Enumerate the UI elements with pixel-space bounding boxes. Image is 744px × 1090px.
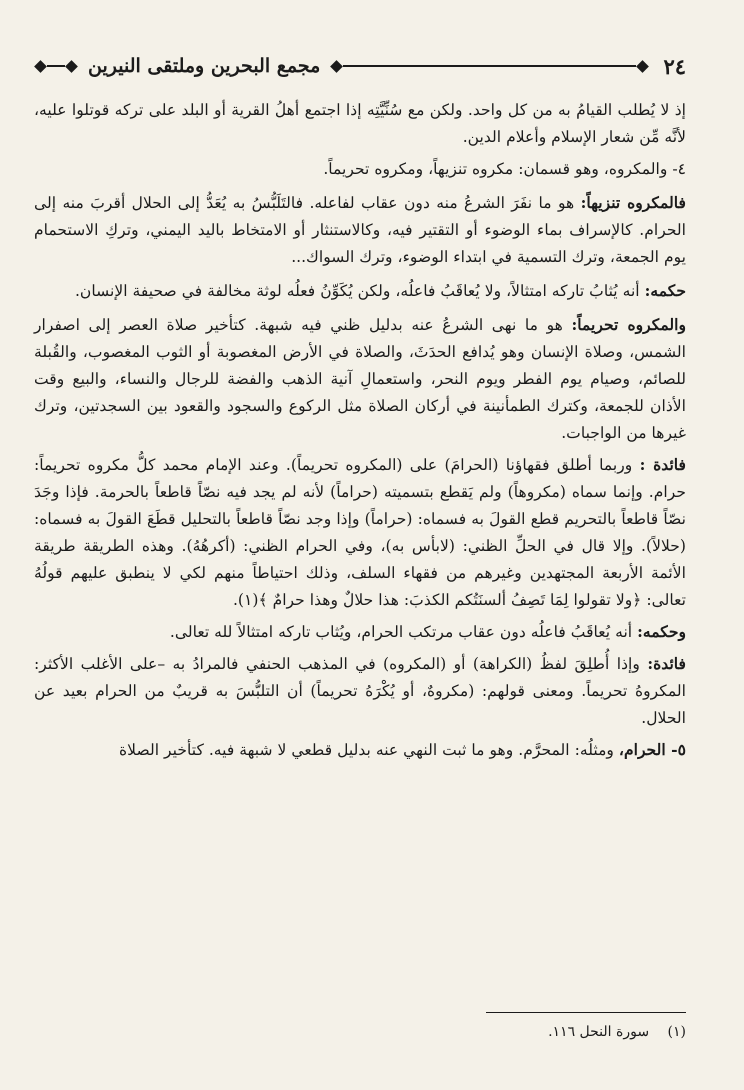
paragraph	[34, 451, 686, 614]
diamond-ornament-icon	[65, 60, 78, 73]
paragraph-lead: ٥- الحرام،	[618, 740, 686, 759]
header-ornament	[330, 62, 649, 71]
paragraph	[34, 736, 686, 764]
paragraph	[34, 277, 686, 305]
running-title: مجمع البحرين وملتقى النيرين	[88, 55, 321, 77]
footnote-separator	[486, 1012, 686, 1013]
paragraph-text: وإذا أُطلِقَ لفظُ (الكراهة) أو (المكروه) في المذهب الحنفي فالمرادُ به –على الأغلب الأكثر: المكروهُ تحريماً. ومعنى قولهم: (مكروهٌ، أو يُكْرَهُ تحريماً) أن التلبُّسَ به قريبٌ من الحرام بعيد عن الحلال.	[34, 655, 686, 727]
paragraph	[34, 618, 686, 646]
page-header	[34, 46, 686, 86]
paragraph-text: هو ما نهى الشرعُ عنه بدليل ظني فيه شبهة. كتأخير صلاة العصر إلى اصفرار الشمس، وصلاة الإنسان وهو يُدافع الحدَثَ، والصلاة في الأرض المغصوبة أو الثوب المغصوب، والقُبلة للصائم، وصيام يوم الفطر ويوم النحر، واستعمالِ آنية الذهب والفضة للرجال والنساء، والبيع وقت الأذان للجمعة، وكترك الطمأنينة في أركان الصلاة مثل الركوع والسجود والقعود بين السجدتين، وترك غيرها من الواجبات.	[34, 316, 686, 442]
paragraph-text: ومثلُه: المحرَّم. وهو ما ثبت النهي عنه بدليل قطعي لا شبهة فيه. كتأخير الصلاة	[119, 741, 619, 759]
diamond-ornament-icon	[330, 60, 343, 73]
footnote-marker: (١)	[667, 1024, 686, 1040]
paragraph-text: ٤- والمكروه، وهو قسمان: مكروه تنزيهاً، ومكروه تحريماً.	[323, 160, 686, 178]
paragraph	[34, 189, 686, 271]
paragraph-text: إذ لا يُطلب القيامُ به من كل واحد. ولكن مع سُنِّيَّتِه إذا اجتمع أهلُ القرية أو البلد على تركه قوتلوا عليه، لأنَّه مِّن شعار الإسلام وأعلام الدين.	[34, 101, 686, 146]
paragraph-lead: والمكروه تحريماً:	[571, 315, 686, 334]
diamond-ornament-icon	[637, 60, 650, 73]
header-rule-line	[343, 65, 636, 67]
paragraph	[34, 155, 686, 183]
paragraph	[34, 311, 686, 447]
paragraph-text: هو ما نفَرَ الشرعُ منه دون عقاب لفاعله. فالتَلَبُّسُ به يُعَدُّ إلى الحلال أقربَ منه إلى الحرام. كالإسراف بماء الوضوء أو التقتير فيه، وكالاستنثار أو الامتخاط باليد اليمني، وتركِ الاستحمام يوم الجمعة، وترك التسمية في ابتداء الوضوء، وترك السواك...	[34, 194, 686, 266]
paragraph-text: أنه يُثابُ تاركه امتثالاً، ولا يُعاقَبُ فاعلُه، ولكن يُكَوِّنُ فعلُه لوثة مخالفة في صحيفة الإنسان.	[74, 282, 645, 300]
diamond-ornament-icon	[34, 60, 47, 73]
paragraph-lead: فائدة :	[639, 455, 686, 474]
paragraph-lead: فائدة:	[647, 654, 686, 673]
paragraph	[34, 650, 686, 732]
paragraph-lead: حكمه:	[644, 281, 686, 300]
paragraph	[34, 96, 686, 151]
page-number: ٢٤	[663, 53, 686, 79]
paragraph-text: وربما أطلق فقهاؤنا (الحرامَ) على (المكروه تحريماً). وعند الإمام محمد كلُّ مكروه تحريماً: حرام. وإنما سماه (مكروهاً) ولم يَقطع بتسميته (حراماً) لأنه لم يجد فيه نصّاً قاطعاً بالحرمة. فإذا وجَدَ نصّاً قاطعاً بالتحريم قطع القولَ به فسماه: (حراماً) وإذا وجد نصّاً قاطعاً بالتحليل قطَعَ القولَ به فسماه: (حلالاً). وإلا قال في الحلِّ الظني: (لابأس به)، وفي الحرام الظني: (أكرهُهُ). وهذه الطريقة طريقة الأئمة الأربعة المجتهدين وغيرهم من فقهاء السلف، وذلك احتياطاً منهم لكي لا ينطبق عليهم قولُهُ تعالى: ﴿ولا تقولوا لِمَا تَصِفُ ألسنَتُكم الكذبَ: هذا حلالٌ وهذا حرامٌ ﴾(١).	[34, 456, 686, 609]
paragraph-lead: وحكمه:	[637, 622, 686, 641]
paragraph-lead: فالمكروه تنزيهاً:	[580, 193, 686, 212]
header-rule-line	[47, 65, 65, 67]
footnote	[548, 1024, 686, 1040]
page-body	[34, 96, 686, 764]
footnote-text: سورة النحل ١١٦.	[548, 1024, 650, 1040]
paragraph-text: أنه يُعاقَبُ فاعلُه دون عقاب مرتكب الحرام، ويُثاب تاركه امتثالاً لله تعالى.	[169, 623, 638, 641]
